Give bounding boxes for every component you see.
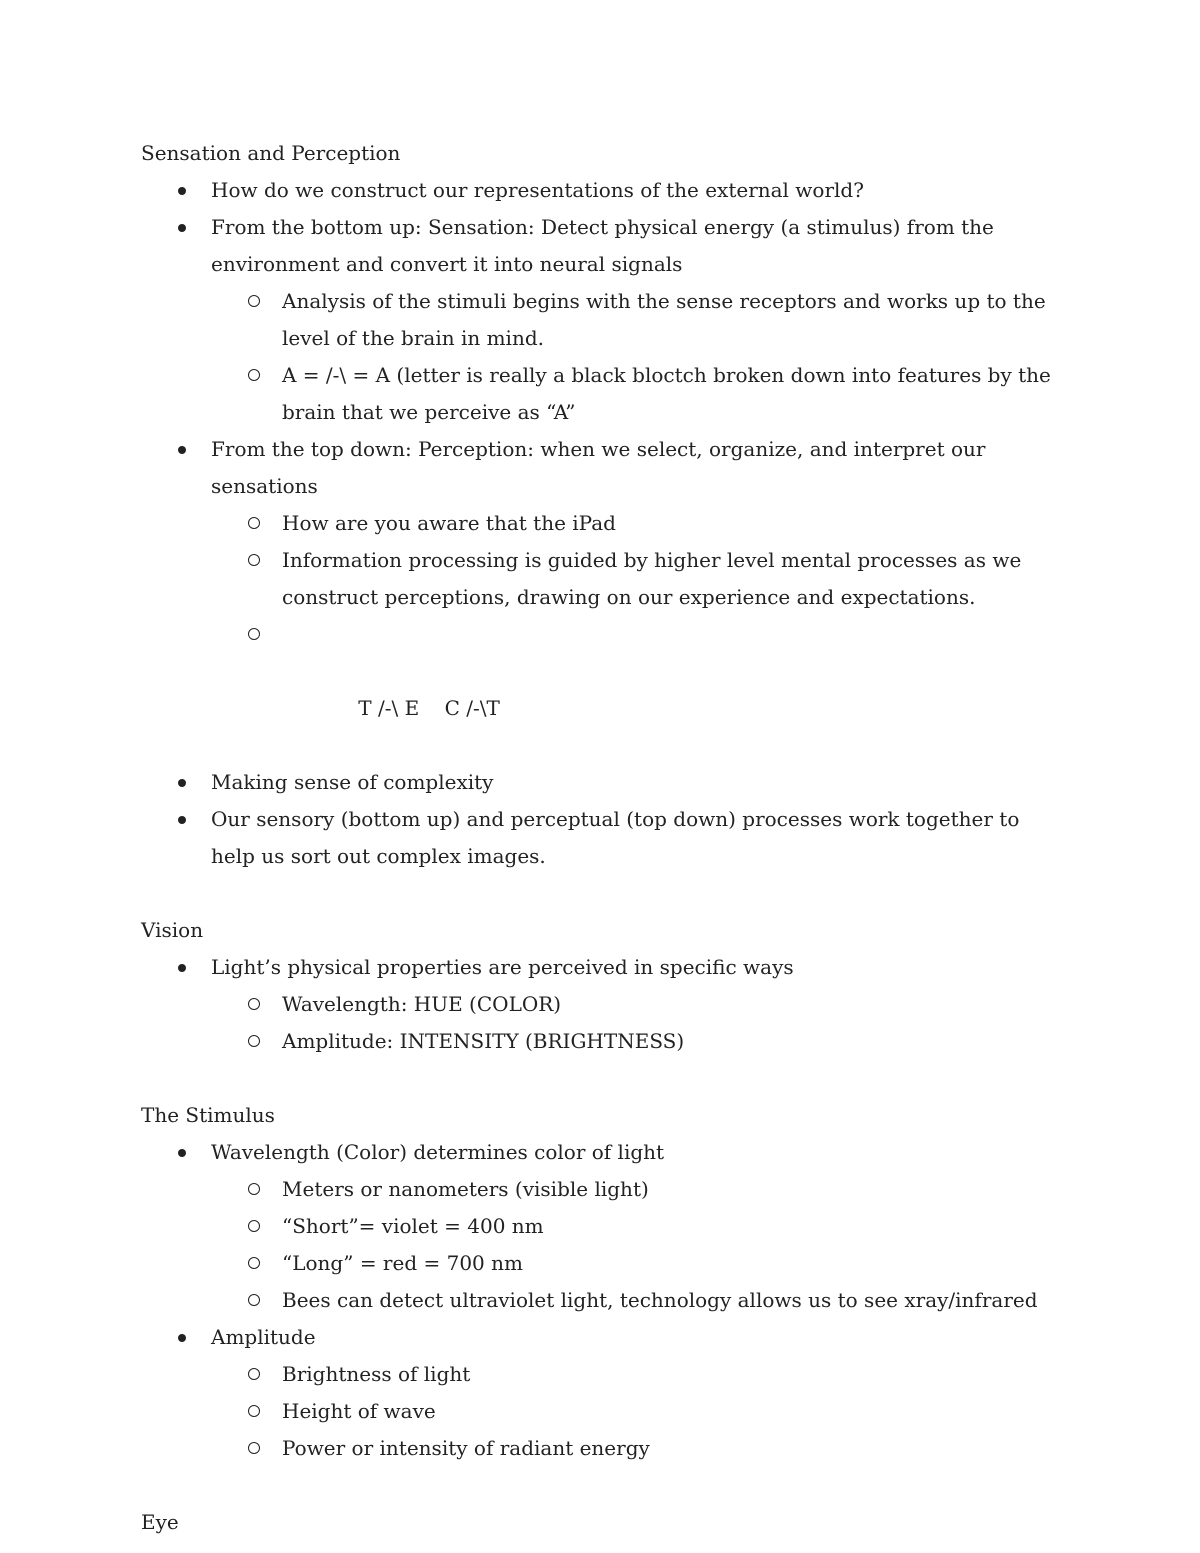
hollow-bullet-icon bbox=[248, 554, 260, 566]
sub-list-item-text: Height of wave bbox=[282, 1399, 436, 1423]
list-item-text: Amplitude bbox=[211, 1325, 316, 1349]
sub-list-item bbox=[211, 1282, 1060, 1319]
sub-list-item-text: “Short”= violet = 400 nm bbox=[282, 1214, 544, 1238]
sub-list-item-text: Analysis of the stimuli begins with the sense receptors and works up to the level of the brain in mind. bbox=[282, 289, 1046, 350]
sub-list-item-text: Amplitude: INTENSITY (BRIGHTNESS) bbox=[282, 1029, 685, 1053]
sub-list-item-text: “Long” = red = 700 nm bbox=[282, 1251, 523, 1275]
section-heading: Sensation and Perception bbox=[141, 141, 401, 165]
hollow-bullet-icon bbox=[248, 1220, 260, 1232]
list-item bbox=[141, 1319, 1061, 1467]
list-item bbox=[141, 801, 1061, 875]
sub-list-item bbox=[211, 986, 1060, 1023]
section-heading: Vision bbox=[141, 918, 204, 942]
bullet-list bbox=[141, 949, 1061, 1060]
filled-bullet-icon bbox=[178, 779, 186, 787]
list-item-text: How do we construct our representations of the external world? bbox=[211, 178, 864, 202]
hollow-bullet-icon bbox=[248, 1035, 260, 1047]
bullet-list bbox=[141, 1134, 1061, 1467]
sub-list-item-text: T /-\ E C /-\T bbox=[358, 696, 500, 720]
sub-list-item-text: Power or intensity of radiant energy bbox=[282, 1436, 650, 1460]
sub-bullet-list bbox=[211, 283, 1061, 431]
sub-list-item bbox=[211, 1208, 1060, 1245]
sub-list-item bbox=[211, 505, 1060, 542]
sub-list-item bbox=[211, 1245, 1060, 1282]
filled-bullet-icon bbox=[178, 1149, 186, 1157]
hollow-bullet-icon bbox=[248, 1368, 260, 1380]
hollow-bullet-icon bbox=[248, 1257, 260, 1269]
section-vision bbox=[141, 912, 1061, 1060]
list-item bbox=[141, 431, 1061, 764]
list-item bbox=[141, 764, 1061, 801]
list-item-text: Making sense of complexity bbox=[211, 770, 494, 794]
section-heading: The Stimulus bbox=[141, 1103, 275, 1127]
list-item bbox=[141, 1134, 1061, 1319]
section-heading: Eye bbox=[141, 1510, 179, 1534]
list-item bbox=[141, 209, 1061, 431]
sub-list-item bbox=[211, 1430, 1060, 1467]
sub-list-item bbox=[211, 616, 1060, 764]
hollow-bullet-icon bbox=[248, 998, 260, 1010]
hollow-bullet-icon bbox=[248, 295, 260, 307]
filled-bullet-icon bbox=[178, 1334, 186, 1342]
filled-bullet-icon bbox=[178, 187, 186, 195]
sub-bullet-list bbox=[211, 1171, 1061, 1319]
sub-list-item bbox=[211, 1356, 1060, 1393]
bullet-list bbox=[141, 172, 1061, 875]
sub-list-item-text: Wavelength: HUE (COLOR) bbox=[282, 992, 562, 1016]
hollow-bullet-icon bbox=[248, 517, 260, 529]
filled-bullet-icon bbox=[178, 964, 186, 972]
filled-bullet-icon bbox=[178, 816, 186, 824]
filled-bullet-icon bbox=[178, 446, 186, 454]
sub-bullet-list bbox=[211, 986, 1061, 1060]
list-item-text: Our sensory (bottom up) and perceptual (top down) processes work together to help us sort out complex images. bbox=[211, 807, 1020, 868]
list-item-text: From the top down: Perception: when we select, organize, and interpret our sensations bbox=[211, 437, 986, 498]
filled-bullet-icon bbox=[178, 224, 186, 232]
sub-list-item bbox=[211, 1171, 1060, 1208]
list-item-text: Light’s physical properties are perceived in specific ways bbox=[211, 955, 794, 979]
hollow-bullet-icon bbox=[248, 369, 260, 381]
sub-bullet-list bbox=[211, 505, 1061, 764]
sub-bullet-list bbox=[211, 1356, 1061, 1467]
sub-list-item-text: How are you aware that the iPad bbox=[282, 511, 616, 535]
sub-list-item-text: Meters or nanometers (visible light) bbox=[282, 1177, 649, 1201]
sub-list-item-text: A = /-\ = A (letter is really a black bloctch broken down into features by the brain that we perceive as “A” bbox=[282, 363, 1051, 424]
sub-list-item bbox=[211, 1393, 1060, 1430]
hollow-bullet-icon bbox=[248, 1183, 260, 1195]
sub-list-item bbox=[211, 283, 1060, 357]
hollow-bullet-icon bbox=[248, 1405, 260, 1417]
document-page bbox=[141, 135, 1061, 1541]
list-item-text: From the bottom up: Sensation: Detect physical energy (a stimulus) from the environment and convert it into neural signals bbox=[211, 215, 994, 276]
list-item bbox=[141, 172, 1061, 209]
hollow-bullet-icon bbox=[248, 1294, 260, 1306]
sub-list-item bbox=[211, 542, 1060, 616]
sub-list-item-text: Bees can detect ultraviolet light, technology allows us to see xray/infrared bbox=[282, 1288, 1038, 1312]
hollow-bullet-icon bbox=[248, 628, 260, 640]
sub-list-item bbox=[211, 357, 1060, 431]
sub-list-item-text: Brightness of light bbox=[282, 1362, 471, 1386]
section-eye bbox=[141, 1504, 1061, 1541]
list-item bbox=[141, 949, 1061, 1060]
hollow-bullet-icon bbox=[248, 1442, 260, 1454]
sub-list-item-text: Information processing is guided by higher level mental processes as we construct perceptions, drawing on our experience and expectations. bbox=[282, 548, 1022, 609]
section-sensation-and-perception bbox=[141, 135, 1061, 875]
list-item-text: Wavelength (Color) determines color of light bbox=[211, 1140, 665, 1164]
section-the-stimulus bbox=[141, 1097, 1061, 1467]
sub-list-item bbox=[211, 1023, 1060, 1060]
